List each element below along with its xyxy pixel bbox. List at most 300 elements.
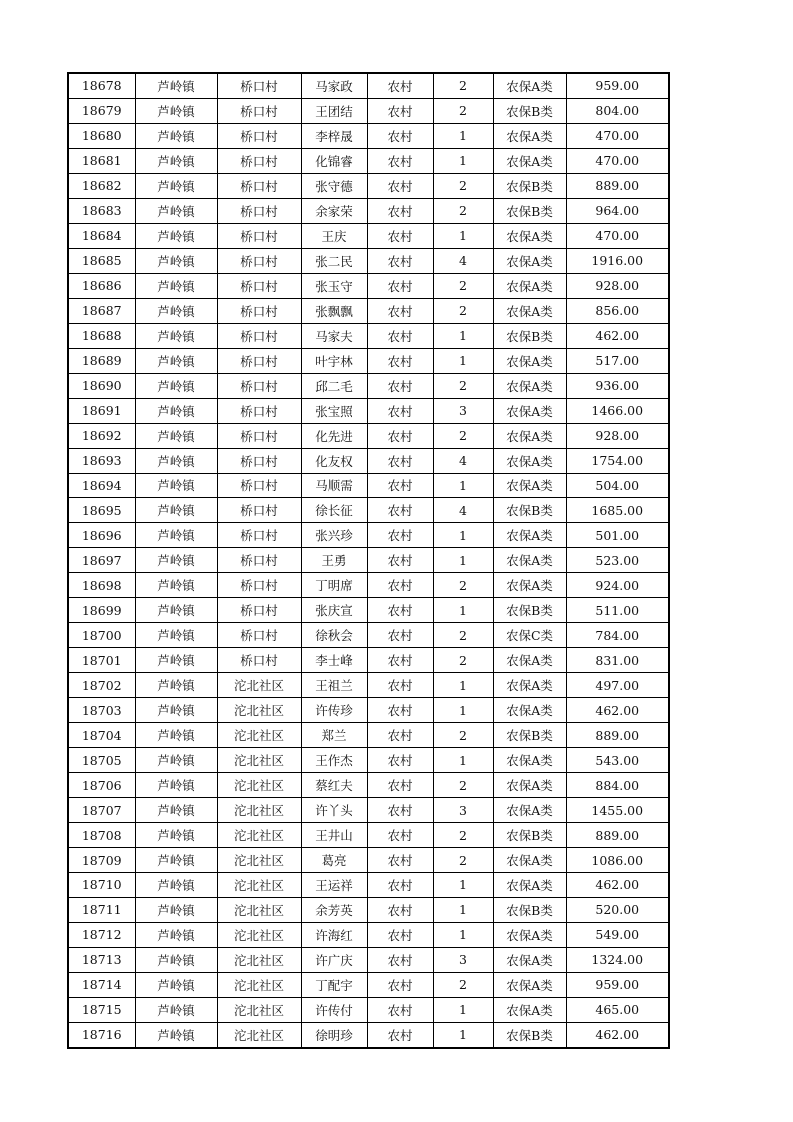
amount-cell: 1916.00 [566,248,669,273]
town-cell: 芦岭镇 [135,523,217,548]
name-cell: 许传珍 [301,698,367,723]
insurance-category-cell: 农保A类 [493,423,566,448]
town-cell: 芦岭镇 [135,373,217,398]
member-count-cell: 2 [433,823,493,848]
table-row [68,348,669,373]
village-cell: 桥口村 [217,323,301,348]
amount-cell: 462.00 [566,1022,669,1047]
name-cell: 化友权 [301,448,367,473]
village-cell: 桥口村 [217,548,301,573]
amount-cell: 784.00 [566,623,669,648]
table-row [68,798,669,823]
insurance-category-cell: 农保A类 [493,398,566,423]
member-count-cell: 1 [433,673,493,698]
amount-cell: 462.00 [566,698,669,723]
member-count-cell: 1 [433,223,493,248]
member-count-cell: 2 [433,98,493,123]
household-type-cell: 农村 [367,972,433,997]
town-cell: 芦岭镇 [135,498,217,523]
household-type-cell: 农村 [367,598,433,623]
insurance-category-cell: 农保A类 [493,548,566,573]
village-cell: 桥口村 [217,273,301,298]
village-cell: 桥口村 [217,298,301,323]
table-row [68,523,669,548]
member-count-cell: 1 [433,1022,493,1047]
amount-cell: 831.00 [566,648,669,673]
table-row [68,123,669,148]
town-cell: 芦岭镇 [135,473,217,498]
household-type-cell: 农村 [367,997,433,1022]
insurance-category-cell: 农保B类 [493,1022,566,1047]
member-count-cell: 1 [433,873,493,898]
row-number-cell: 18715 [68,997,135,1022]
insurance-category-cell: 农保A类 [493,773,566,798]
amount-cell: 928.00 [566,423,669,448]
name-cell: 张宝照 [301,398,367,423]
row-number-cell: 18710 [68,873,135,898]
insurance-category-cell: 农保A类 [493,798,566,823]
name-cell: 徐长征 [301,498,367,523]
row-number-cell: 18704 [68,723,135,748]
insurance-category-cell: 农保A类 [493,223,566,248]
table-row [68,922,669,947]
table-row [68,748,669,773]
amount-cell: 959.00 [566,73,669,98]
table-row [68,848,669,873]
name-cell: 王庆 [301,223,367,248]
household-type-cell: 农村 [367,798,433,823]
household-type-cell: 农村 [367,98,433,123]
row-number-cell: 18701 [68,648,135,673]
name-cell: 蔡红夫 [301,773,367,798]
name-cell: 张飘飘 [301,298,367,323]
row-number-cell: 18687 [68,298,135,323]
village-cell: 沱北社区 [217,673,301,698]
member-count-cell: 1 [433,473,493,498]
household-type-cell: 农村 [367,573,433,598]
name-cell: 余芳英 [301,897,367,922]
row-number-cell: 18685 [68,248,135,273]
name-cell: 王井山 [301,823,367,848]
name-cell: 余家荣 [301,198,367,223]
amount-cell: 884.00 [566,773,669,798]
insurance-category-cell: 农保B类 [493,323,566,348]
amount-cell: 804.00 [566,98,669,123]
member-count-cell: 1 [433,922,493,947]
member-count-cell: 4 [433,498,493,523]
insurance-category-cell: 农保B类 [493,823,566,848]
table-row [68,897,669,922]
row-number-cell: 18678 [68,73,135,98]
name-cell: 丁明席 [301,573,367,598]
name-cell: 许丫头 [301,798,367,823]
table-row [68,623,669,648]
town-cell: 芦岭镇 [135,798,217,823]
member-count-cell: 3 [433,398,493,423]
insurance-category-cell: 农保A类 [493,648,566,673]
village-cell: 沱北社区 [217,748,301,773]
amount-cell: 462.00 [566,323,669,348]
amount-cell: 520.00 [566,897,669,922]
amount-cell: 504.00 [566,473,669,498]
name-cell: 邱二毛 [301,373,367,398]
amount-cell: 1754.00 [566,448,669,473]
member-count-cell: 1 [433,523,493,548]
household-type-cell: 农村 [367,698,433,723]
household-type-cell: 农村 [367,323,433,348]
household-type-cell: 农村 [367,873,433,898]
member-count-cell: 2 [433,273,493,298]
table-row [68,298,669,323]
member-count-cell: 1 [433,698,493,723]
insurance-category-cell: 农保A类 [493,523,566,548]
table-row [68,423,669,448]
town-cell: 芦岭镇 [135,548,217,573]
amount-cell: 856.00 [566,298,669,323]
village-cell: 桥口村 [217,623,301,648]
village-cell: 桥口村 [217,523,301,548]
row-number-cell: 18700 [68,623,135,648]
member-count-cell: 1 [433,348,493,373]
town-cell: 芦岭镇 [135,98,217,123]
household-type-cell: 农村 [367,648,433,673]
row-number-cell: 18684 [68,223,135,248]
household-type-cell: 农村 [367,73,433,98]
town-cell: 芦岭镇 [135,198,217,223]
row-number-cell: 18699 [68,598,135,623]
amount-cell: 959.00 [566,972,669,997]
household-type-cell: 农村 [367,373,433,398]
table-row [68,823,669,848]
household-type-cell: 农村 [367,848,433,873]
row-number-cell: 18691 [68,398,135,423]
member-count-cell: 2 [433,972,493,997]
village-cell: 桥口村 [217,398,301,423]
table-row [68,773,669,798]
town-cell: 芦岭镇 [135,698,217,723]
table-row [68,198,669,223]
household-type-cell: 农村 [367,473,433,498]
member-count-cell: 2 [433,723,493,748]
name-cell: 丁配宇 [301,972,367,997]
insurance-category-cell: 农保A类 [493,573,566,598]
household-type-cell: 农村 [367,348,433,373]
village-cell: 桥口村 [217,573,301,598]
row-number-cell: 18681 [68,148,135,173]
town-cell: 芦岭镇 [135,173,217,198]
member-count-cell: 3 [433,947,493,972]
village-cell: 沱北社区 [217,997,301,1022]
table-row [68,498,669,523]
town-cell: 芦岭镇 [135,748,217,773]
name-cell: 李士峰 [301,648,367,673]
table-row [68,997,669,1022]
table-row [68,473,669,498]
town-cell: 芦岭镇 [135,773,217,798]
row-number-cell: 18680 [68,123,135,148]
member-count-cell: 1 [433,598,493,623]
village-cell: 桥口村 [217,123,301,148]
table-row [68,323,669,348]
name-cell: 王团结 [301,98,367,123]
town-cell: 芦岭镇 [135,73,217,98]
town-cell: 芦岭镇 [135,448,217,473]
insurance-category-cell: 农保A类 [493,748,566,773]
name-cell: 许广庆 [301,947,367,972]
member-count-cell: 2 [433,648,493,673]
row-number-cell: 18706 [68,773,135,798]
amount-cell: 465.00 [566,997,669,1022]
name-cell: 王勇 [301,548,367,573]
village-cell: 桥口村 [217,598,301,623]
insurance-category-cell: 农保B类 [493,173,566,198]
town-cell: 芦岭镇 [135,573,217,598]
insurance-category-cell: 农保B类 [493,723,566,748]
town-cell: 芦岭镇 [135,947,217,972]
insurance-category-cell: 农保A类 [493,123,566,148]
insurance-category-cell: 农保C类 [493,623,566,648]
amount-cell: 543.00 [566,748,669,773]
town-cell: 芦岭镇 [135,972,217,997]
insurance-category-cell: 农保A类 [493,698,566,723]
village-cell: 桥口村 [217,73,301,98]
member-count-cell: 1 [433,148,493,173]
amount-cell: 462.00 [566,873,669,898]
name-cell: 马家政 [301,73,367,98]
insurance-category-cell: 农保A类 [493,73,566,98]
household-type-cell: 农村 [367,1022,433,1047]
row-number-cell: 18683 [68,198,135,223]
village-cell: 桥口村 [217,223,301,248]
town-cell: 芦岭镇 [135,323,217,348]
village-cell: 桥口村 [217,248,301,273]
row-number-cell: 18679 [68,98,135,123]
town-cell: 芦岭镇 [135,223,217,248]
table-row [68,573,669,598]
town-cell: 芦岭镇 [135,248,217,273]
member-count-cell: 1 [433,323,493,348]
row-number-cell: 18712 [68,922,135,947]
household-type-cell: 农村 [367,523,433,548]
row-number-cell: 18694 [68,473,135,498]
name-cell: 许海红 [301,922,367,947]
village-cell: 桥口村 [217,348,301,373]
insurance-category-cell: 农保A类 [493,848,566,873]
table-row [68,248,669,273]
village-cell: 沱北社区 [217,1022,301,1047]
insurance-category-cell: 农保A类 [493,298,566,323]
name-cell: 化锦睿 [301,148,367,173]
table-row [68,398,669,423]
name-cell: 郑兰 [301,723,367,748]
member-count-cell: 3 [433,798,493,823]
table-row [68,273,669,298]
amount-cell: 1086.00 [566,848,669,873]
town-cell: 芦岭镇 [135,1022,217,1047]
member-count-cell: 2 [433,198,493,223]
table-row [68,972,669,997]
amount-cell: 549.00 [566,922,669,947]
town-cell: 芦岭镇 [135,148,217,173]
name-cell: 化先进 [301,423,367,448]
amount-cell: 1324.00 [566,947,669,972]
member-count-cell: 4 [433,448,493,473]
town-cell: 芦岭镇 [135,623,217,648]
row-number-cell: 18688 [68,323,135,348]
village-cell: 桥口村 [217,648,301,673]
table-row [68,448,669,473]
row-number-cell: 18707 [68,798,135,823]
household-type-cell: 农村 [367,173,433,198]
name-cell: 李梓晟 [301,123,367,148]
name-cell: 张二民 [301,248,367,273]
town-cell: 芦岭镇 [135,723,217,748]
household-type-cell: 农村 [367,298,433,323]
amount-cell: 517.00 [566,348,669,373]
household-type-cell: 农村 [367,922,433,947]
row-number-cell: 18689 [68,348,135,373]
member-count-cell: 1 [433,748,493,773]
member-count-cell: 1 [433,897,493,922]
row-number-cell: 18682 [68,173,135,198]
village-cell: 桥口村 [217,173,301,198]
amount-cell: 470.00 [566,223,669,248]
amount-cell: 964.00 [566,198,669,223]
table-row [68,1022,669,1047]
town-cell: 芦岭镇 [135,823,217,848]
name-cell: 马顺需 [301,473,367,498]
village-cell: 沱北社区 [217,947,301,972]
row-number-cell: 18693 [68,448,135,473]
name-cell: 徐明珍 [301,1022,367,1047]
insurance-category-cell: 农保A类 [493,873,566,898]
row-number-cell: 18692 [68,423,135,448]
name-cell: 葛亮 [301,848,367,873]
table-body [68,73,669,1048]
town-cell: 芦岭镇 [135,273,217,298]
village-cell: 沱北社区 [217,848,301,873]
name-cell: 王运祥 [301,873,367,898]
table-row [68,373,669,398]
town-cell: 芦岭镇 [135,648,217,673]
village-cell: 沱北社区 [217,922,301,947]
amount-cell: 1466.00 [566,398,669,423]
household-type-cell: 农村 [367,423,433,448]
insurance-category-cell: 农保B类 [493,98,566,123]
member-count-cell: 4 [433,248,493,273]
row-number-cell: 18709 [68,848,135,873]
village-cell: 沱北社区 [217,798,301,823]
village-cell: 桥口村 [217,148,301,173]
household-type-cell: 农村 [367,673,433,698]
insurance-category-cell: 农保A类 [493,473,566,498]
insurance-category-cell: 农保A类 [493,448,566,473]
name-cell: 许传付 [301,997,367,1022]
table-row [68,173,669,198]
table-row [68,698,669,723]
village-cell: 桥口村 [217,473,301,498]
household-type-cell: 农村 [367,448,433,473]
town-cell: 芦岭镇 [135,897,217,922]
table-row [68,947,669,972]
insurance-category-cell: 农保B类 [493,598,566,623]
table-row [68,598,669,623]
name-cell: 马家夫 [301,323,367,348]
amount-cell: 470.00 [566,148,669,173]
household-type-cell: 农村 [367,398,433,423]
village-cell: 桥口村 [217,448,301,473]
amount-cell: 1685.00 [566,498,669,523]
household-type-cell: 农村 [367,897,433,922]
member-count-cell: 2 [433,173,493,198]
member-count-cell: 2 [433,573,493,598]
name-cell: 徐秋会 [301,623,367,648]
name-cell: 叶宇林 [301,348,367,373]
town-cell: 芦岭镇 [135,298,217,323]
row-number-cell: 18686 [68,273,135,298]
town-cell: 芦岭镇 [135,997,217,1022]
household-type-cell: 农村 [367,723,433,748]
name-cell: 王祖兰 [301,673,367,698]
insurance-category-cell: 农保A类 [493,673,566,698]
amount-cell: 497.00 [566,673,669,698]
household-type-cell: 农村 [367,273,433,298]
name-cell: 张兴珍 [301,523,367,548]
household-type-cell: 农村 [367,773,433,798]
row-number-cell: 18695 [68,498,135,523]
village-cell: 桥口村 [217,373,301,398]
household-type-cell: 农村 [367,198,433,223]
household-type-cell: 农村 [367,823,433,848]
town-cell: 芦岭镇 [135,873,217,898]
member-count-cell: 1 [433,123,493,148]
village-cell: 桥口村 [217,423,301,448]
table-row [68,98,669,123]
table-row [68,148,669,173]
town-cell: 芦岭镇 [135,922,217,947]
table-row [68,673,669,698]
member-count-cell: 2 [433,848,493,873]
town-cell: 芦岭镇 [135,348,217,373]
amount-cell: 936.00 [566,373,669,398]
insurance-category-cell: 农保A类 [493,997,566,1022]
insurance-category-cell: 农保A类 [493,348,566,373]
household-type-cell: 农村 [367,123,433,148]
insurance-category-cell: 农保A类 [493,947,566,972]
town-cell: 芦岭镇 [135,398,217,423]
household-type-cell: 农村 [367,548,433,573]
household-type-cell: 农村 [367,248,433,273]
row-number-cell: 18708 [68,823,135,848]
town-cell: 芦岭镇 [135,123,217,148]
amount-cell: 523.00 [566,548,669,573]
village-cell: 沱北社区 [217,873,301,898]
insurance-category-cell: 农保A类 [493,273,566,298]
row-number-cell: 18703 [68,698,135,723]
village-cell: 桥口村 [217,198,301,223]
amount-cell: 889.00 [566,723,669,748]
row-number-cell: 18697 [68,548,135,573]
village-cell: 沱北社区 [217,723,301,748]
table-row [68,723,669,748]
member-count-cell: 2 [433,73,493,98]
village-cell: 沱北社区 [217,972,301,997]
row-number-cell: 18696 [68,523,135,548]
insurance-category-cell: 农保A类 [493,922,566,947]
row-number-cell: 18702 [68,673,135,698]
village-cell: 沱北社区 [217,698,301,723]
subsidy-table [67,72,670,1049]
